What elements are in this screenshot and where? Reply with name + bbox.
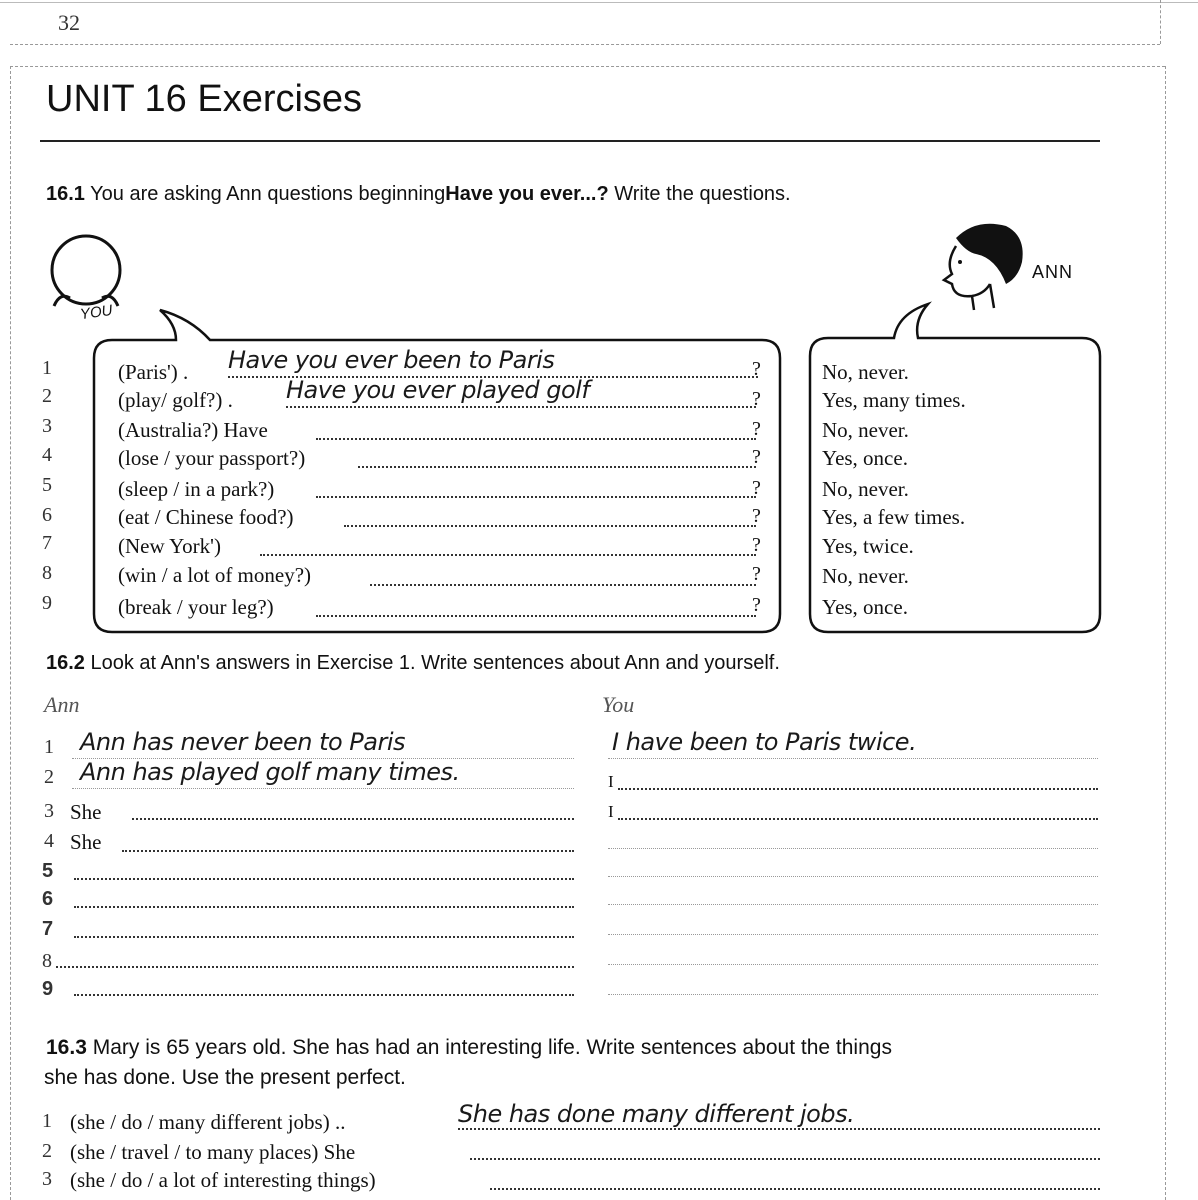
ex2-row4-prefix: She (70, 830, 102, 854)
ex1-row3-line[interactable] (316, 438, 756, 440)
ex3-number: 16.3 (46, 1036, 87, 1059)
ex2-row1-number: 1 (44, 736, 54, 758)
ex2-col-you: You (602, 692, 635, 717)
ex2-row5-ann-line[interactable] (74, 878, 574, 880)
you-label: YOU (78, 301, 114, 324)
ex1-instr-pre: You are asking Ann questions beginning (90, 183, 446, 205)
ex3-instruction-line2: she has done. Use the present perfect. (44, 1066, 406, 1089)
ex1-row7-answer: Yes, twice. (822, 534, 914, 558)
ex3-instruction-line1 (46, 1036, 892, 1060)
ex2-row9-ann-line[interactable] (74, 994, 574, 996)
ex2-row1-ann[interactable]: Ann has never been to Paris (80, 728, 406, 756)
ex1-row1-written[interactable]: Have you ever been to Paris (228, 346, 555, 374)
ex1-row5-prompt: (sleep / in a park?) (118, 477, 275, 501)
ex1-row3-prompt: (Australia?) Have (118, 418, 268, 442)
ex2-row8-you-line[interactable] (608, 964, 1098, 965)
ex1-row4-number: 4 (42, 444, 52, 466)
frame-top-dash (10, 66, 1165, 67)
ex3-row1-line (458, 1128, 1100, 1130)
ex3-row3-number: 3 (42, 1168, 52, 1190)
ex2-row2-you-line[interactable] (618, 788, 1098, 790)
ex2-row5-you-line[interactable] (608, 876, 1098, 877)
ex1-row4-qmark: ? (752, 446, 761, 468)
frame-right-dash-top (1160, 0, 1161, 44)
ex1-row2-answer: Yes, many times. (822, 388, 966, 412)
ex1-row2-qmark: ? (752, 388, 761, 410)
ex2-col-ann: Ann (44, 692, 80, 717)
ex1-row7-prompt: (New York') (118, 534, 221, 558)
ex3-row2-line[interactable] (470, 1158, 1100, 1160)
ex1-row9-number: 9 (42, 592, 52, 614)
ex2-row3-prefix: She (70, 800, 102, 824)
ex2-row4-ann-line[interactable] (122, 850, 574, 852)
ex2-instr-text: Look at Ann's answers in Exercise 1. Write sentences about Ann and yourself. (90, 652, 780, 674)
ex1-row5-answer: No, never. (822, 477, 909, 501)
ex2-row6-you-line[interactable] (608, 904, 1098, 905)
ex1-row4-prompt: (lose / your passport?) (118, 446, 306, 470)
title-underline (40, 140, 1100, 142)
ex1-row3-qmark: ? (752, 418, 761, 440)
ex1-row4-line[interactable] (358, 466, 756, 468)
ex2-row7-number: 7 (42, 918, 54, 940)
ex2-number: 16.2 (46, 652, 85, 674)
ex2-row3-you-line[interactable] (618, 818, 1098, 820)
ex1-instr-post: Write the questions. (608, 183, 791, 205)
ex3-row1-written[interactable]: She has done many different jobs. (458, 1100, 855, 1128)
ex1-row9-prompt: (break / your leg?) (118, 595, 274, 619)
ex1-row3-answer: No, never. (822, 418, 909, 442)
top-rule (0, 2, 1198, 3)
ex1-row6-number: 6 (42, 504, 52, 526)
page-number: 32 (58, 10, 80, 35)
ex3-row3-prompt: (she / do / a lot of interesting things) (70, 1168, 376, 1192)
frame-right-dash (1165, 66, 1166, 1200)
header-dash-line (10, 44, 1160, 45)
ex1-row6-prompt: (eat / Chinese food?) (118, 505, 294, 529)
ex3-instr-text-1: Mary is 65 years old. She has had an interesting life. Write sentences about the things (92, 1036, 892, 1059)
ex1-instruction (46, 183, 791, 206)
ex1-row7-line[interactable] (260, 554, 756, 556)
ex3-row3-line[interactable] (490, 1188, 1100, 1190)
ex2-row3-number: 3 (44, 800, 54, 822)
ex1-row7-number: 7 (42, 532, 52, 554)
ex3-row1-number: 1 (42, 1110, 52, 1132)
ex1-row2-number: 2 (42, 385, 52, 407)
ex3-row2-number: 2 (42, 1140, 52, 1162)
ex1-row4-answer: Yes, once. (822, 446, 908, 470)
ex2-row4-you-line[interactable] (608, 848, 1098, 849)
ex1-row2-line (286, 406, 756, 408)
ex2-row3-you-prefix: I (608, 802, 614, 821)
ex1-row5-line[interactable] (316, 496, 756, 498)
ex1-row7-qmark: ? (752, 534, 761, 556)
ex2-row4-number: 4 (44, 830, 54, 852)
ex1-row1-qmark: ? (752, 358, 761, 380)
ex1-row5-number: 5 (42, 474, 52, 496)
ex2-row9-number: 9 (42, 978, 54, 1000)
ex2-row2-ann[interactable]: Ann has played golf many times. (80, 758, 460, 786)
ex1-row5-qmark: ? (752, 477, 761, 499)
ex2-row1-you[interactable]: I have been to Paris twice. (612, 728, 917, 756)
ex1-row6-qmark: ? (752, 505, 761, 527)
ex2-instruction (46, 652, 780, 675)
ex2-row8-ann-line[interactable] (56, 966, 574, 968)
ex2-row8-number: 8 (42, 950, 52, 972)
ex2-row6-ann-line[interactable] (74, 906, 574, 908)
ex1-row6-answer: Yes, a few times. (822, 505, 966, 529)
ex2-row1-you-line (608, 758, 1098, 759)
ex2-row2-ann-line (72, 788, 574, 789)
ex1-row9-answer: Yes, once. (822, 595, 908, 619)
ex2-row7-ann-line[interactable] (74, 936, 574, 938)
ex1-number: 16.1 (46, 183, 85, 205)
ex3-row2-prompt: (she / travel / to many places) She (70, 1140, 356, 1164)
ex1-row8-prompt: (win / a lot of money?) (118, 563, 312, 587)
ex3-row1-prompt: (she / do / many different jobs) .. (70, 1110, 346, 1134)
ex1-row1-answer: No, never. (822, 360, 909, 384)
ex1-row8-answer: No, never. (822, 564, 909, 588)
ex1-row8-number: 8 (42, 562, 52, 584)
ex1-row2-prompt: (play/ golf?) . (118, 388, 233, 412)
unit-title: UNIT 16 Exercises (46, 78, 363, 120)
ex1-row6-line[interactable] (344, 525, 756, 527)
frame-left-dash (10, 66, 11, 1200)
ex1-row8-line[interactable] (370, 584, 756, 586)
ex2-row2-you-prefix: I (608, 772, 614, 791)
ex1-row3-number: 3 (42, 415, 52, 437)
ex1-row1-prompt: (Paris') . (118, 360, 189, 384)
ex1-row8-qmark: ? (752, 563, 761, 585)
ex1-row2-written[interactable]: Have you ever played golf (286, 376, 590, 404)
ex2-row7-you-line[interactable] (608, 934, 1098, 935)
ex2-row3-ann-line[interactable] (132, 818, 574, 820)
ex1-row9-line[interactable] (316, 615, 756, 617)
ex1-row9-qmark: ? (752, 594, 761, 616)
ex2-row5-number: 5 (42, 860, 54, 882)
ex2-row9-you-line[interactable] (608, 994, 1098, 995)
ann-label: ANN (1032, 262, 1074, 282)
ex2-row2-number: 2 (44, 766, 54, 788)
ex1-row1-number: 1 (42, 357, 52, 379)
ex2-row6-number: 6 (42, 888, 54, 910)
ex1-instr-bold: Have you ever...? (445, 183, 609, 205)
